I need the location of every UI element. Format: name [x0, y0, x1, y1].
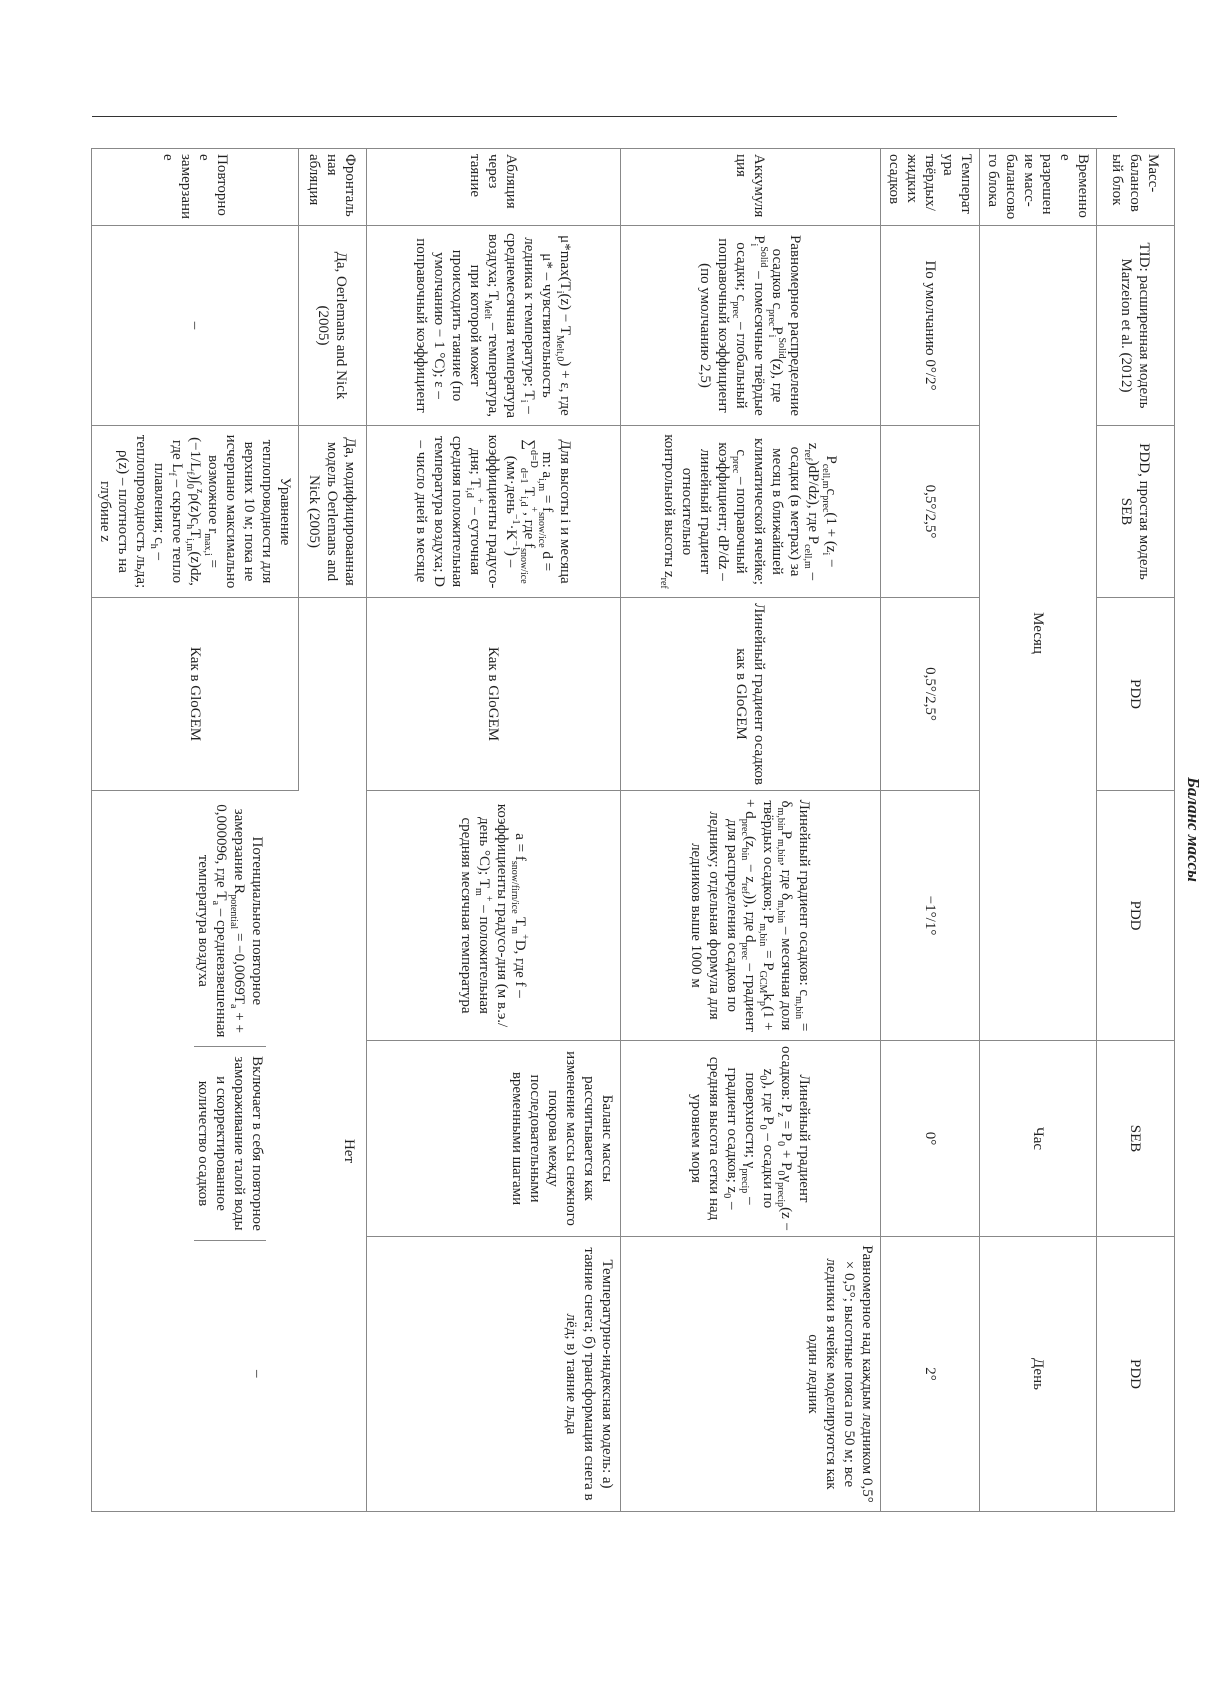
- row-temperature-label: Температура твёрдых/жидких осадков: [881, 149, 980, 226]
- refreezing-c456-group: [194, 796, 266, 1506]
- row-temperature-c6: 2°: [881, 1237, 980, 1512]
- refreezing-c4-box: [194, 796, 266, 1046]
- header-col4: PDD: [1097, 791, 1175, 1041]
- row-frontal-c3: [299, 598, 367, 791]
- row-frontal-c3456: Нет Потенциальное повторное замерзание $R_{potential} = -0,0069T_a$ + + 0,000096, где $T_a$ – средневзвешенная температура воздуха Включает в себя повторное замораживание талой воды и скорректированное количество осадков –: [92, 791, 367, 1512]
- refreezing-c5-box: Включает в себя повторное замораживание талой воды и скорректированное количество осадков: [194, 1046, 266, 1242]
- mass-balance-table: [91, 148, 1175, 1512]
- row-ablation-c1: $\mu*\max(T_i(z) - T_{Melt,0}) + \varepsilon$, где μ* – чувствительность ледника к температуре; $T_i$ – среднемесячная температура воздуха; $T_{Melt}$ – температура, при которой может происходить таяние (по умолчанию − 1 °C); ε – поправочный коэффициент: [367, 226, 621, 426]
- row-temporal: [980, 149, 1097, 1512]
- row-temperature-c4: −1°/1°: [881, 791, 980, 1041]
- row-refreezing-c3: Как в GloGEM: [92, 598, 299, 791]
- row-frontal-c2: Да, модифицированная модель Oerlemans and Nick (2005): [299, 426, 367, 598]
- header-col1: TID: расширенная модель Marzeion et al. (2012): [1097, 226, 1175, 426]
- row-ablation: [367, 149, 621, 1512]
- header-row: [1097, 149, 1175, 1512]
- row-refreezing-label: Повторное замерзание: [92, 149, 299, 226]
- row-frontal: [299, 149, 367, 1512]
- header-rule: [92, 116, 1117, 117]
- row-temperature-c1: По умолчанию 0°/2°: [881, 226, 980, 426]
- row-accumulation-c4: Линейный градиент осадков: $c_{m,bin} = \delta_{m,bin}P_{m,bin}$, где $\delta_{m,bin}$ – месячная доля твёрдых осадков; $P_{m,bin} = P_{GCM}k_p(1$ + + $d_{prec}(z_{bin} - z_{ref})$), где $d_{prec}$ – градиент для распределения осадков по леднику; отдельная формула для ледников выше 1000 м: [621, 791, 881, 1041]
- header-col5: SEB: [1097, 1041, 1175, 1237]
- row-accumulation-label: Аккумуляция: [621, 149, 881, 226]
- row-frontal-c1: Да, Oerlemans and Nick (2005): [299, 226, 367, 426]
- row-accumulation-c6: Равномерное над каждым ледником 0,5° × 0,5°; высотные пояса по 50 м; все ледники в ячейке моделируются как один ледник: [621, 1237, 881, 1512]
- row-temporal-label: Временное разрешение масс-балансового блока: [980, 149, 1097, 226]
- row-temperature-c2: 0,5°/2,5°: [881, 426, 980, 598]
- header-col3: PDD: [1097, 598, 1175, 791]
- rotated-table-page: [97, 148, 1211, 1511]
- row-accumulation: [621, 149, 881, 1512]
- row-ablation-c4: $a = f_{snow/firn/ice}$ $T_m^+D$, где f – коэффициенты градусо-дня (м в.э./день °C); $T_m^+$ – положительная средняя месячная температура: [367, 791, 621, 1041]
- refreezing-c6-box: –: [249, 1369, 265, 1378]
- row-accumulation-c5: Линейный градиент осадков: $P_z = P_0 + P_0\gamma_{precip}(z - z_0)$, где $P_0$ – осадки по поверхности; $\gamma_{precip}$ – градиент осадков; $z_0$ – средняя высота сетки над уровнем моря: [621, 1041, 881, 1237]
- row-ablation-label: Абляция через таяние: [367, 149, 621, 226]
- row-refreezing-c2: Уравнение теплопроводности для верхних 10 м; пока не исчерпано максимально возможное $r_{max,i} = (-1/L_f)\int_0^z\rho(z)c_hT_{i,m}(z)dz$, где $L_f$ – скрытое тепло плавления; $c_h$ – теплопроводность льда; ρ(z) – плотность на глубине z: [92, 426, 299, 598]
- table-caption: Баланс массы: [1184, 777, 1203, 882]
- header-col6: PDD: [1097, 1237, 1175, 1512]
- row-accumulation-c1: Равномерное распределение осадков $c_{prec}P_i^{Solid}(z)$, где $P_i^{Solid}$ – помесячные твёрдые осадки; $c_{prec}$ – глобальный поправочный коэффициент (по умолчанию 2,5): [621, 226, 881, 426]
- row-ablation-c6: Температурно-индексная модель: а) таяние снега; б) трансформация снега в лёд; в) таяние льда: [367, 1237, 621, 1512]
- row-ablation-c3: Как в GloGEM: [367, 598, 621, 791]
- row-ablation-c5: Баланс массы рассчитывается как изменение массы снежного покрова между последовательными временными шагами: [367, 1041, 621, 1237]
- header-col2: PDD, простая модель SEB: [1097, 426, 1175, 598]
- row-refreezing-c4: Потенциальное повторное замерзание $R_{potential} = -0,0069T_a$ + + 0,000096, где $T_a$ – средневзвешенная температура воздуха: [195, 804, 265, 1038]
- row-temperature: [881, 149, 980, 1512]
- row-refreezing-c1: –: [92, 226, 299, 426]
- row-temporal-c6: День: [980, 1237, 1097, 1512]
- row-temperature-c3: 0,5°/2,5°: [881, 598, 980, 791]
- row-temporal-c1234: Месяц: [980, 226, 1097, 1041]
- row-temporal-c5: Час: [980, 1041, 1097, 1237]
- row-frontal-label: Фронтальная абляция: [299, 149, 367, 226]
- row-accumulation-c3: Линейный градиент осадков как в GloGEM: [621, 598, 881, 791]
- row-ablation-c2: Для высоты i и месяца m: $a_{i,m} = f_{snow/ice}$ d = ∑$^{d=D}_{d=1}$ $T_{i,d}^+$, где $f_{snow/ice}$ $(мм\cdot день^{-1}\cdot K^{-1})$ – коэффициенты градусо-дня; $T_{i,d}^+$ – суточная средняя положительная температура воздуха; D – число дней в месяце: [367, 426, 621, 598]
- row-accumulation-c2: $P_{cell,m}c_{prec}(1 + (z_i - z_{ref})dP/dz)$, где $P_{cell,m}$ – осадки (в метрах) за месяц в ближайшей климатической ячейке; $c_{prec}$ – поправочный коэффициент; dP/dz – линейный градиент относительно контрольной высоты $z_{ref}$: [621, 426, 881, 598]
- header-block: Масс-балансовый блок: [1097, 149, 1175, 226]
- row-temperature-c5: 0°: [881, 1041, 980, 1237]
